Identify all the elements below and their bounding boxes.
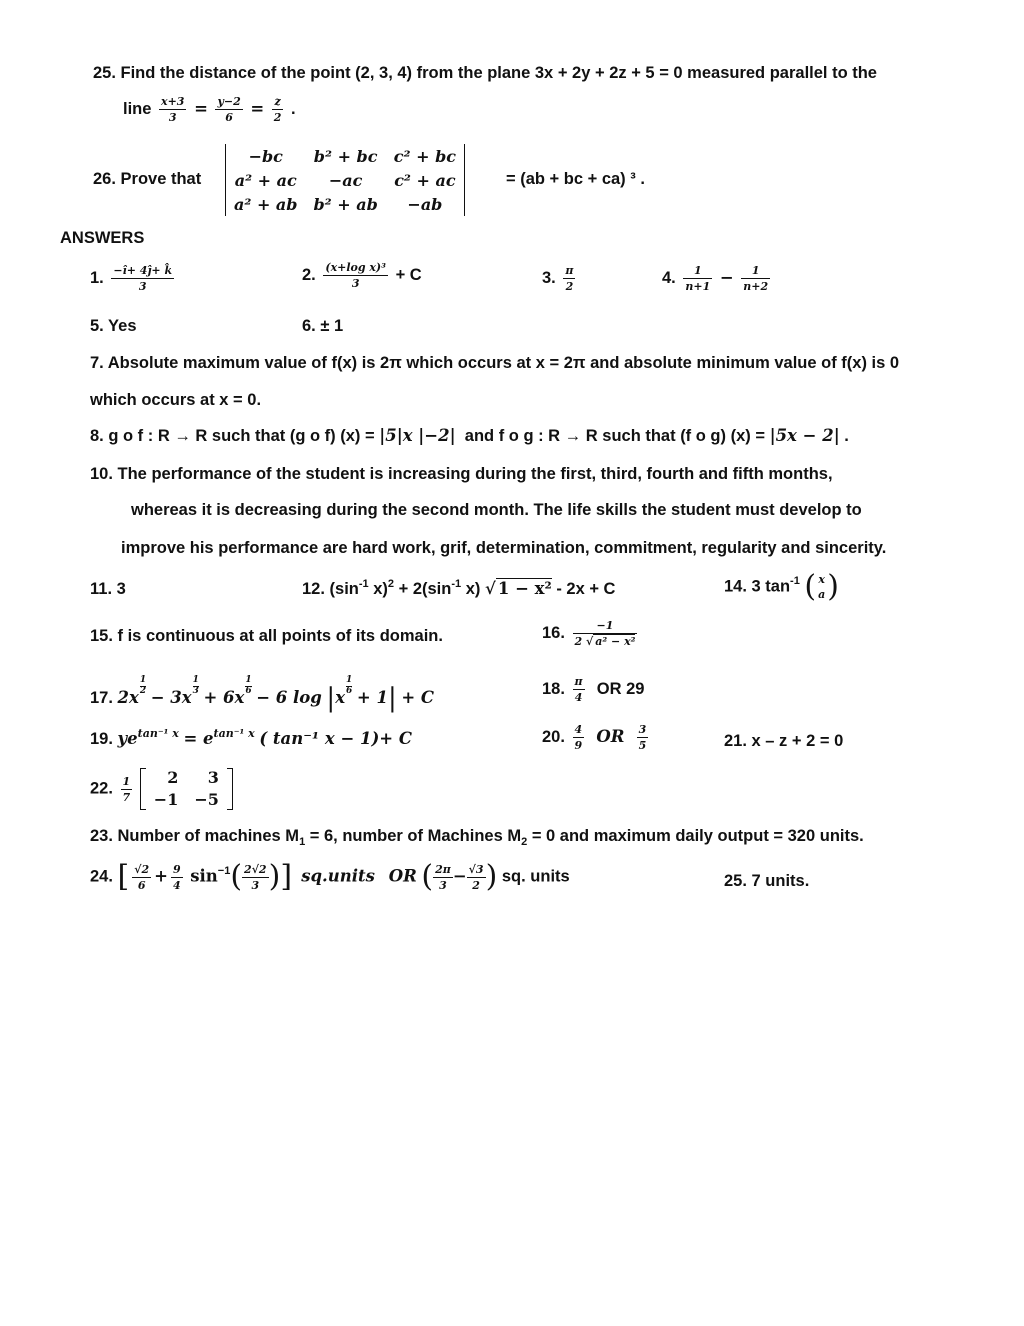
answer-11: 11. 3: [90, 580, 126, 598]
answer-10-line1: 10. The performance of the student is increasing during the first, third, fourth and fifth months,: [90, 465, 833, 483]
answer-18-frac: $\frac{\pi}{4}$: [574, 675, 583, 704]
matrix-cell: 2: [167, 768, 179, 787]
answer-23: [90, 827, 864, 848]
right-paren: ): [485, 859, 498, 894]
det-cell: a² + ac: [234, 170, 297, 190]
det-cell: b² + ab: [313, 194, 378, 214]
superscript: -1: [451, 578, 462, 590]
text: = 6, number of Machines M: [305, 827, 522, 845]
term: = e: [183, 729, 214, 748]
right-bracket: [227, 768, 233, 810]
term: x: [335, 688, 346, 707]
answer-label: 20.: [542, 727, 565, 746]
answer-2-frac: $\frac{\text{(x+log x)³}}{3}$: [325, 261, 386, 290]
exponent: $\frac{1}{6}$: [245, 675, 252, 696]
answer-22-matrix: [140, 767, 233, 811]
term: + 1: [356, 688, 388, 707]
answer-22-frac: $\frac{1}{7}$: [122, 774, 131, 804]
answer-24-tail: sq. units: [501, 867, 570, 886]
answer-1: [90, 265, 177, 292]
superscript: tan⁻¹ x: [213, 727, 255, 740]
answer-20: [542, 724, 651, 751]
answer-5: 5. Yes: [90, 317, 137, 335]
answer-1-frac: $\frac{-î+ 4ĵ+ k̂}{3}$: [113, 264, 173, 293]
subscript: 2: [521, 836, 528, 848]
answer-8-expr2: |5x − 2|: [769, 426, 840, 445]
text: 23. Number of machines M: [90, 827, 300, 845]
answer-24-frac-3: $\frac{2√2}{3}$: [244, 862, 267, 892]
answer-8-part1: 8. g o f : R → R such that (g o f) (x) =: [90, 427, 375, 445]
answer-24: [90, 859, 570, 894]
answers-heading: ANSWERS: [60, 229, 145, 247]
det-cell: −bc: [248, 146, 283, 166]
text: = 0 and maximum daily output = 320 units.: [527, 827, 864, 845]
answer-label: 18.: [542, 679, 565, 698]
answer-25: 25. 7 units.: [724, 872, 810, 890]
answer-label: 16.: [542, 623, 565, 642]
minus-sign: −: [452, 866, 467, 886]
answer-8-expr1: |5|x |−2|: [379, 426, 456, 445]
sqrt-radicand: 1 − x²: [497, 579, 552, 598]
answer-14-frac: x a: [818, 573, 826, 601]
det-cell: b² + bc: [313, 146, 378, 166]
superscript: -1: [358, 578, 369, 590]
answer-24-frac-2: $\frac{9}{4}$: [172, 862, 181, 892]
right-bracket: ]: [280, 859, 293, 894]
or-word: OR: [388, 866, 417, 886]
answer-21: 21. x – z + 2 = 0: [724, 732, 844, 750]
answer-label: 24.: [90, 867, 113, 886]
det-cell: c² + ac: [394, 170, 456, 190]
right-paren: ): [268, 859, 281, 894]
plus-sign: +: [154, 866, 168, 886]
q25-line2: [123, 96, 296, 123]
term: − 3x: [150, 688, 192, 707]
text: x): [368, 580, 388, 598]
answer-14: [724, 569, 839, 604]
answer-8: [90, 428, 849, 445]
det-cell: −ab: [407, 194, 443, 214]
left-paren: (: [230, 859, 243, 894]
answer-label: 1.: [90, 268, 104, 287]
answer-3: [542, 265, 578, 292]
exponent: $\frac{1}{6}$: [346, 675, 353, 696]
answer-18-tail: OR 29: [596, 679, 645, 698]
answer-6: 6. ± 1: [302, 317, 344, 335]
term: ye: [117, 729, 138, 748]
answer-16-frac: $\frac{-1}{\text{2 √ a² − x²}}$: [574, 619, 636, 648]
answer-12: [302, 578, 616, 598]
answer-24-frac-1: $\frac{√2}{6}$: [134, 862, 150, 892]
text: 14. 3 tan: [724, 577, 791, 596]
answer-17: [90, 676, 434, 712]
text: x): [461, 580, 481, 598]
answer-20-frac-2: $\frac{3}{5}$: [638, 723, 647, 752]
q26-suffix: = (ab + bc + ca) ³ .: [506, 170, 645, 188]
or-word: OR: [596, 726, 625, 746]
superscript: -1: [790, 575, 800, 588]
answer-label: 2.: [302, 265, 316, 284]
answer-label: 22.: [90, 779, 113, 798]
exponent: $\frac{1}{2}$: [139, 675, 147, 696]
answer-label: 19.: [90, 730, 113, 748]
matrix-cell: 3: [207, 768, 219, 787]
answer-15: 15. f is continuous at all points of its domain.: [90, 627, 443, 645]
answer-3-frac: $\frac{\pi}{2}$: [565, 264, 574, 293]
answer-22: [90, 767, 233, 811]
q25-frac-x: $\frac{x+3}{3}$: [161, 95, 185, 124]
abs-bar: |: [326, 683, 336, 714]
superscript: −1: [217, 865, 231, 878]
sqrt-symbol: √: [485, 579, 496, 598]
text: 12. (sin: [302, 580, 359, 598]
q25-frac-y: $\frac{y-2}{6}$: [217, 95, 241, 124]
answer-24-frac-5: $\frac{√3}{2}$: [468, 862, 484, 892]
term: + 6x: [203, 688, 245, 707]
equals-sign: =: [250, 98, 265, 118]
det-cell: −ac: [328, 170, 363, 190]
equals-sign: =: [194, 98, 208, 118]
q25-line-word: line: [123, 99, 152, 118]
unit-text: sq.units: [301, 866, 375, 886]
matrix-cell: −5: [194, 790, 219, 809]
answer-10-line3: improve his performance are hard work, grif, determination, commitment, regularity and sincerity.: [121, 539, 887, 557]
matrix-cell: −1: [153, 790, 179, 809]
answer-2-tail: + C: [395, 265, 422, 284]
left-paren: (: [804, 569, 817, 604]
answer-7-line1: 7. Absolute maximum value of f(x) is 2π which occurs at x = 2π and absolute minimum value of f(x) is 0: [90, 354, 900, 372]
answer-label: 3.: [542, 268, 556, 287]
answer-12-tail: - 2x + C: [556, 580, 616, 598]
answer-7-line2: which occurs at x = 0.: [90, 391, 262, 409]
answer-16: [542, 620, 640, 647]
term: + C: [401, 688, 435, 707]
q26-determinant: [225, 144, 465, 216]
period: .: [291, 99, 296, 118]
term: ( tan⁻¹ x − 1)+ C: [259, 729, 413, 748]
period: .: [844, 427, 849, 445]
left-bracket: [140, 768, 146, 810]
answer-label: 17.: [90, 689, 113, 707]
answer-18: [542, 676, 644, 703]
answer-4-frac-2: $\frac{1}{n+2}$: [743, 264, 769, 293]
term: − 6 log: [256, 688, 322, 707]
minus-sign: −: [719, 267, 734, 287]
det-cell: c² + bc: [393, 146, 457, 166]
exponent: $\frac{1}{3}$: [192, 675, 199, 696]
answer-10-line2: whereas it is decreasing during the second month. The life skills the student must develop to: [131, 501, 862, 519]
abs-bar: |: [387, 683, 397, 714]
text: 2: [574, 635, 583, 648]
answer-2: [302, 262, 422, 289]
superscript: 2: [387, 578, 395, 590]
term: 2x: [117, 688, 139, 707]
answer-20-frac-1: $\frac{4}{9}$: [574, 723, 583, 752]
q25-line1: 25. Find the distance of the point (2, 3, 4) from the plane 3x + 2y + 2z + 5 = 0 measured parallel to the: [93, 64, 877, 82]
right-paren: ): [827, 569, 839, 604]
answer-label: 4.: [662, 268, 676, 287]
answer-19: [90, 727, 413, 748]
sqrt-radicand: a² − x²: [595, 635, 636, 648]
det-cell: a² + ab: [234, 194, 298, 214]
left-paren: (: [421, 859, 434, 894]
subscript: 1: [299, 836, 306, 848]
q25-frac-z: $\frac{z}{2}$: [273, 95, 282, 124]
text: + 2(sin: [394, 580, 452, 598]
answer-4-frac-1: $\frac{1}{n+1}$: [685, 264, 711, 293]
q26-prefix: 26. Prove that: [93, 170, 202, 188]
answer-4: [662, 265, 773, 292]
answer-8-part2: and f o g : R → R such that (f o g) (x) =: [464, 427, 765, 445]
sin-function: sin: [190, 866, 218, 886]
left-bracket: [: [117, 859, 130, 894]
answer-24-frac-4: $\frac{2\pi}{3}$: [435, 862, 451, 892]
superscript: tan⁻¹ x: [137, 727, 179, 740]
